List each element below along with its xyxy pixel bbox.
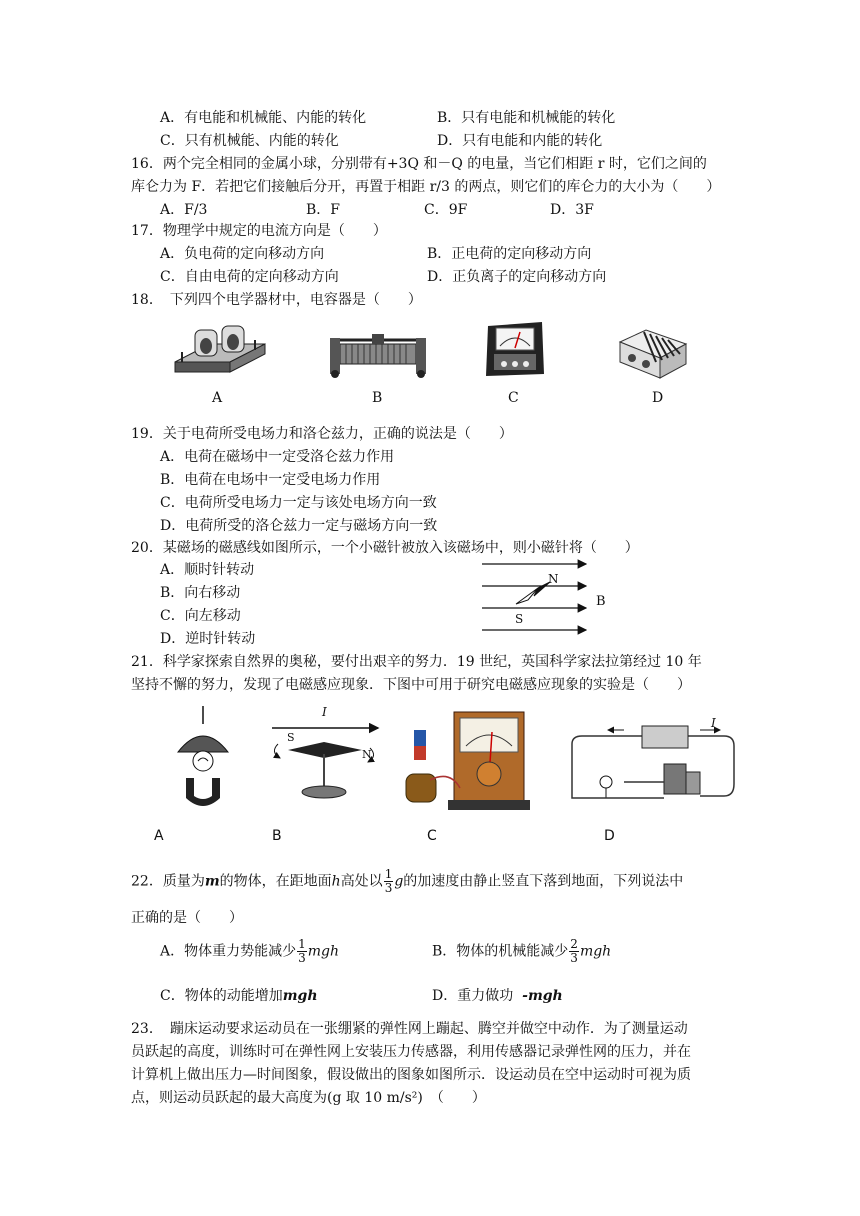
q23-stem-line1: 23． 蹦床运动要求运动员在一张绷紧的弹性网上蹦起、腾空并做空中动作．为了测量运动 [131, 1021, 688, 1037]
q22-text-d: 的加速度由静止竖直下落到地面，下列说法中 [403, 873, 684, 890]
q21-stem-line2: 坚持不懈的努力，发现了电磁感应现象．下图中可用于研究电磁感应现象的实验是（ ） [131, 677, 691, 693]
q22-option-b: B．物体的机械能减少 $\frac{2}{3}$ mgh [432, 937, 612, 965]
q17-option-d: D．正负离子的定向移动方向 [427, 269, 607, 285]
q22-option-a: A．物体重力势能减少 $\frac{1}{3}$ mgh [160, 937, 340, 965]
q15-option-d: D．只有电能和内能的转化 [437, 133, 603, 149]
q22-text-b: 的物体，在距地面 [219, 873, 332, 890]
q18-figure-a [170, 322, 270, 382]
q20-stem: 20．某磁场的磁感线如图所示，一个小磁针被放入该磁场中，则小磁针将（ ） [131, 540, 639, 556]
q23-stem-line2: 员跃起的高度，训练时可在弹性网上安装压力传感器，利用传感器记录弹性网的压力，并在 [131, 1044, 691, 1060]
q22-option-d: D．重力做功 -mgh [432, 988, 563, 1004]
q21-stem-line1: 21．科学家探索自然界的奥秘，要付出艰辛的努力．19 世纪，英国科学家法拉第经过 10 年 [131, 654, 702, 670]
q21-figure-c [400, 708, 530, 814]
q22-text-c: 高处以 [340, 873, 383, 890]
q20-label-n: N [548, 572, 559, 586]
q22-fraction: $\frac{1}{3}$ [384, 867, 393, 895]
q22-var-h: h [331, 873, 341, 890]
q18-figure-c [482, 318, 548, 380]
q23-stem-line4: 点，则运动员跃起的最大高度为(g 取 10 m/s²) （ ） [131, 1090, 486, 1106]
q19-option-d: D．电荷所受的洛仑兹力一定与磁场方向一致 [160, 518, 438, 534]
q23-stem-line3: 计算机上做出压力—时间图象，假设做出的图象如图所示．设运动员在空中运动时可视为质 [131, 1067, 691, 1083]
q21-b-label-s: S [287, 731, 295, 744]
q20-option-d: D．逆时针转动 [160, 631, 256, 647]
q17-stem: 17．物理学中规定的电流方向是（ ） [131, 223, 387, 239]
q18-stem: 18． 下列四个电学器材中，电容器是（ ） [131, 292, 422, 308]
q18-label-a: A [212, 390, 223, 406]
q18-label-d: D [652, 390, 664, 406]
q15-option-a: A．有电能和机械能、内能的转化 [160, 110, 367, 126]
q21-b-current-label: I [322, 705, 327, 719]
q17-option-b: B．正电荷的定向移动方向 [427, 246, 592, 262]
q21-label-d: D [604, 828, 615, 844]
q16-option-b: B．F [306, 202, 341, 218]
q16-option-c: C．9F [424, 202, 468, 218]
q20-magnetic-field-figure [478, 558, 598, 638]
q22-option-c: C．物体的动能增加mgh [160, 988, 318, 1004]
q21-label-c: C [427, 828, 437, 844]
q17-option-c: C．自由电荷的定向移动方向 [160, 269, 339, 285]
q20-option-a: A．顺时针转动 [160, 562, 255, 578]
q18-label-b: B [372, 390, 383, 406]
q19-option-b: B．电荷在电场中一定受电场力作用 [160, 472, 381, 488]
q22-text-a: 22．质量为 [131, 873, 205, 890]
q19-option-a: A．电荷在磁场中一定受洛仑兹力作用 [160, 449, 395, 465]
q21-b-label-n: N [362, 748, 372, 761]
q18-label-c: C [508, 390, 519, 406]
q15-option-b: B．只有电能和机械能的转化 [437, 110, 616, 126]
q21-label-a: A [154, 828, 164, 844]
q19-stem: 19．关于电荷所受电场力和洛仑兹力，正确的说法是（ ） [131, 426, 513, 442]
q17-option-a: A．负电荷的定向移动方向 [160, 246, 325, 262]
q22-stem-line1 [131, 868, 683, 895]
q16-option-a: A．F/3 [160, 202, 208, 218]
q15-option-c: C．只有机械能、内能的转化 [160, 133, 339, 149]
q22-var-g: g [394, 873, 404, 890]
q21-figure-b [266, 724, 382, 804]
q16-option-d: D．3F [550, 202, 594, 218]
q20-option-b: B．向右移动 [160, 585, 241, 601]
q16-stem-line1: 16．两个完全相同的金属小球，分别带有+3Q 和－Q 的电量，当它们相距 r 时，它们之间的 [131, 156, 707, 172]
q19-option-c: C．电荷所受电场力一定与该处电场方向一致 [160, 495, 437, 511]
q21-label-b: B [272, 828, 282, 844]
q21-figure-a [168, 706, 238, 810]
q22-var-m: m [204, 873, 220, 890]
q20-label-s: S [515, 612, 524, 626]
q18-figure-b [326, 330, 432, 380]
q22-stem-line2: 正确的是（ ） [131, 910, 243, 926]
q16-stem-line2: 库仑力为 F．若把它们接触后分开，再置于相距 r/3 的两点，则它们的库仑力的大小为（ ） [131, 179, 721, 195]
q20-label-b: B [596, 594, 606, 609]
q21-d-current-label: I [711, 716, 716, 730]
q18-figure-d [616, 322, 690, 382]
q20-option-c: C．向左移动 [160, 608, 241, 624]
